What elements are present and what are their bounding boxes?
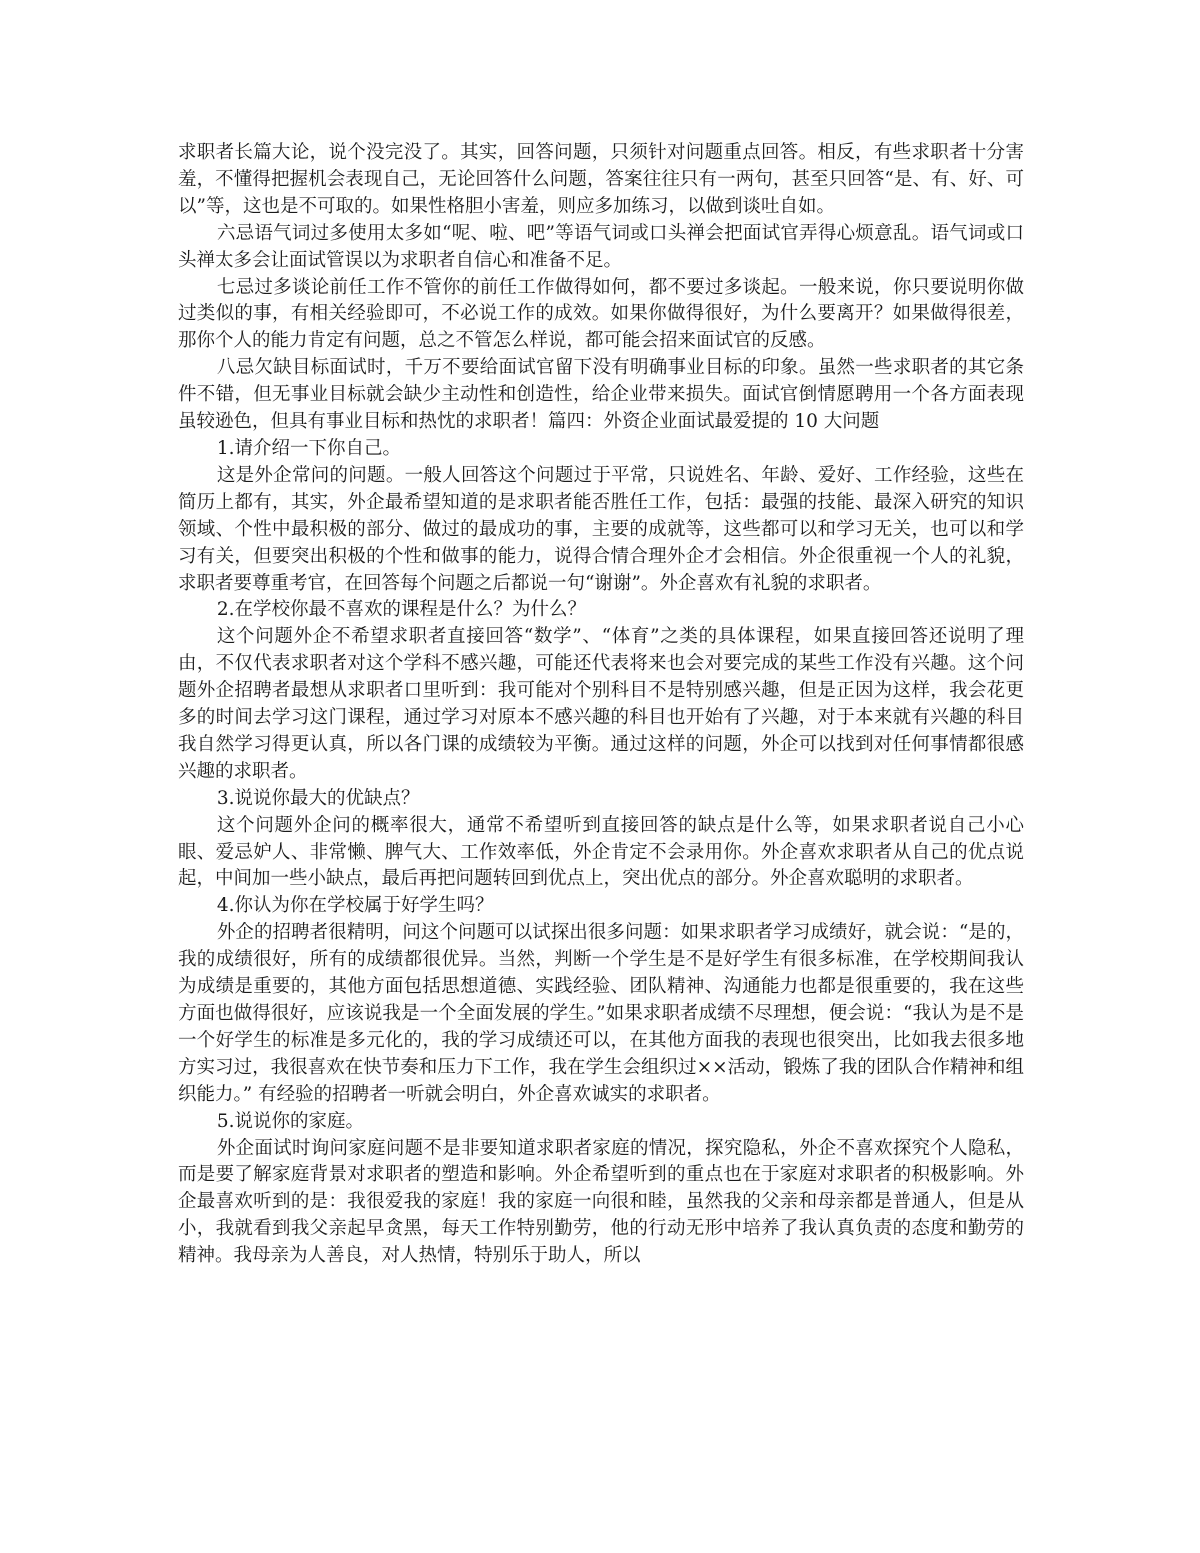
document-body [178, 140, 1024, 1270]
paragraph: 求职者长篇大论，说个没完没了。其实，回答问题，只须针对问题重点回答。相反，有些求职者十分害羞，不懂得把握机会表现自己，无论回答什么问题，答案往往只有一两句，甚至只回答“是、有、好、可以”等，这也是不可取的。如果性格胆小害羞，则应多加练习，以做到谈吐自如。 [178, 142, 1024, 217]
question-heading: 4.你认为你在学校属于好学生吗？ [216, 895, 494, 917]
paragraph: 这是外企常问的问题。一般人回答这个问题过于平常，只说姓名、年龄、爱好、工作经验，这些在简历上都有，其实，外企最希望知道的是求职者能否胜任工作，包括：最强的技能、最深入研究的知识领域、个性中最积极的部分、做过的最成功的事，主要的成就等，这些都可以和学习无关，也可以和学习有关，但要突出积极的个性和做事的能力，说得合情合理外企才会相信。外企很重视一个人的礼貌，求职者要尊重考官，在回答每个问题之后都说一句“谢谢”。外企喜欢有礼貌的求职者。 [178, 464, 1024, 594]
question-heading: 1.请介绍一下你自己。 [216, 437, 401, 459]
paragraph: 这个问题外企不希望求职者直接回答“数学”、“体育”之类的具体课程，如果直接回答还说明了理由，不仅代表求职者对这个学科不感兴趣，可能还代表将来也会对要完成的某些工作没有兴趣。这个问题外企招聘者最想从求职者口里听到：我可能对个别科目不是特别感兴趣，但是正因为这样，我会花更多的时间去学习这门课程，通过学习对原本不感兴趣的科目也开始有了兴趣，对于本来就有兴趣的科目我自然学习得更认真，所以各门课的成绩较为平衡。通过这样的问题，外企可以找到对任何事情都很感兴趣的求职者。 [178, 626, 1024, 782]
paragraph: 这个问题外企问的概率很大，通常不希望听到直接回答的缺点是什么等，如果求职者说自己小心眼、爱忌妒人、非常懒、脾气大、工作效率低，外企肯定不会录用你。外企喜欢求职者从自己的优点说起，中间加一些小缺点，最后再把问题转回到优点上，突出优点的部分。外企喜欢聪明的求职者。 [178, 814, 1024, 890]
paragraph: 外企的招聘者很精明，问这个问题可以试探出很多问题：如果求职者学习成绩好，就会说：“是的，我的成绩很好，所有的成绩都很优异。当然，判断一个学生是不是好学生有很多标准，在学校期间我认为成绩是重要的，其他方面包括思想道德、实践经验、团队精神、沟通能力也都是很重要的，我在这些方面也做得很好，应该说我是一个全面发展的学生。”如果求职者成绩不尽理想，便会说：“我认为是不是一个好学生的标准是多元化的，我的学习成绩还可以，在其他方面我的表现也很突出，比如我去很多地方实习过，我很喜欢在快节奏和压力下工作，我在学生会组织过××活动，锻炼了我的团队合作精神和组织能力。” 有经验的招聘者一听就会明白，外企喜欢诚实的求职者。 [178, 922, 1024, 1105]
paragraph: 外企面试时询问家庭问题不是非要知道求职者家庭的情况，探究隐私，外企不喜欢探究个人隐私，而是要了解家庭背景对求职者的塑造和影响。外企希望听到的重点也在于家庭对求职者的积极影响。外企最喜欢听到的是：我很爱我的家庭！我的家庭一向很和睦，虽然我的父亲和母亲都是普通人，但是从小，我就看到我父亲起早贪黑，每天工作特别勤劳，他的行动无形中培养了我认真负责的态度和勤劳的精神。我母亲为人善良，对人热情，特别乐于助人，所以 [178, 1137, 1024, 1267]
paragraph: 七忌过多谈论前任工作不管你的前任工作做得如何，都不要过多谈起。一般来说，你只要说明你做过类似的事，有相关经验即可，不必说工作的成效。如果你做得很好，为什么要离开？如果做得很差，那你个人的能力肯定有问题，总之不管怎么样说，都可能会招来面试官的反感。 [178, 276, 1024, 352]
paragraph: 八忌欠缺目标面试时，千万不要给面试官留下没有明确事业目标的印象。虽然一些求职者的其它条件不错，但无事业目标就会缺少主动性和创造性，给企业带来损失。面试官倒情愿聘用一个各方面表现虽较逊色，但具有事业目标和热忱的求职者！篇四：外资企业面试最爱提的 10 大问题 [178, 357, 1024, 433]
question-heading: 2.在学校你最不喜欢的课程是什么？为什么？ [216, 599, 586, 621]
question-heading: 5.说说你的家庭。 [216, 1110, 364, 1132]
paragraph: 六忌语气词过多使用太多如“呢、啦、吧”等语气词或口头禅会把面试官弄得心烦意乱。语气词或口头禅太多会让面试管误以为求职者自信心和准备不足。 [178, 222, 1024, 271]
question-heading: 3.说说你最大的优缺点？ [216, 787, 420, 809]
